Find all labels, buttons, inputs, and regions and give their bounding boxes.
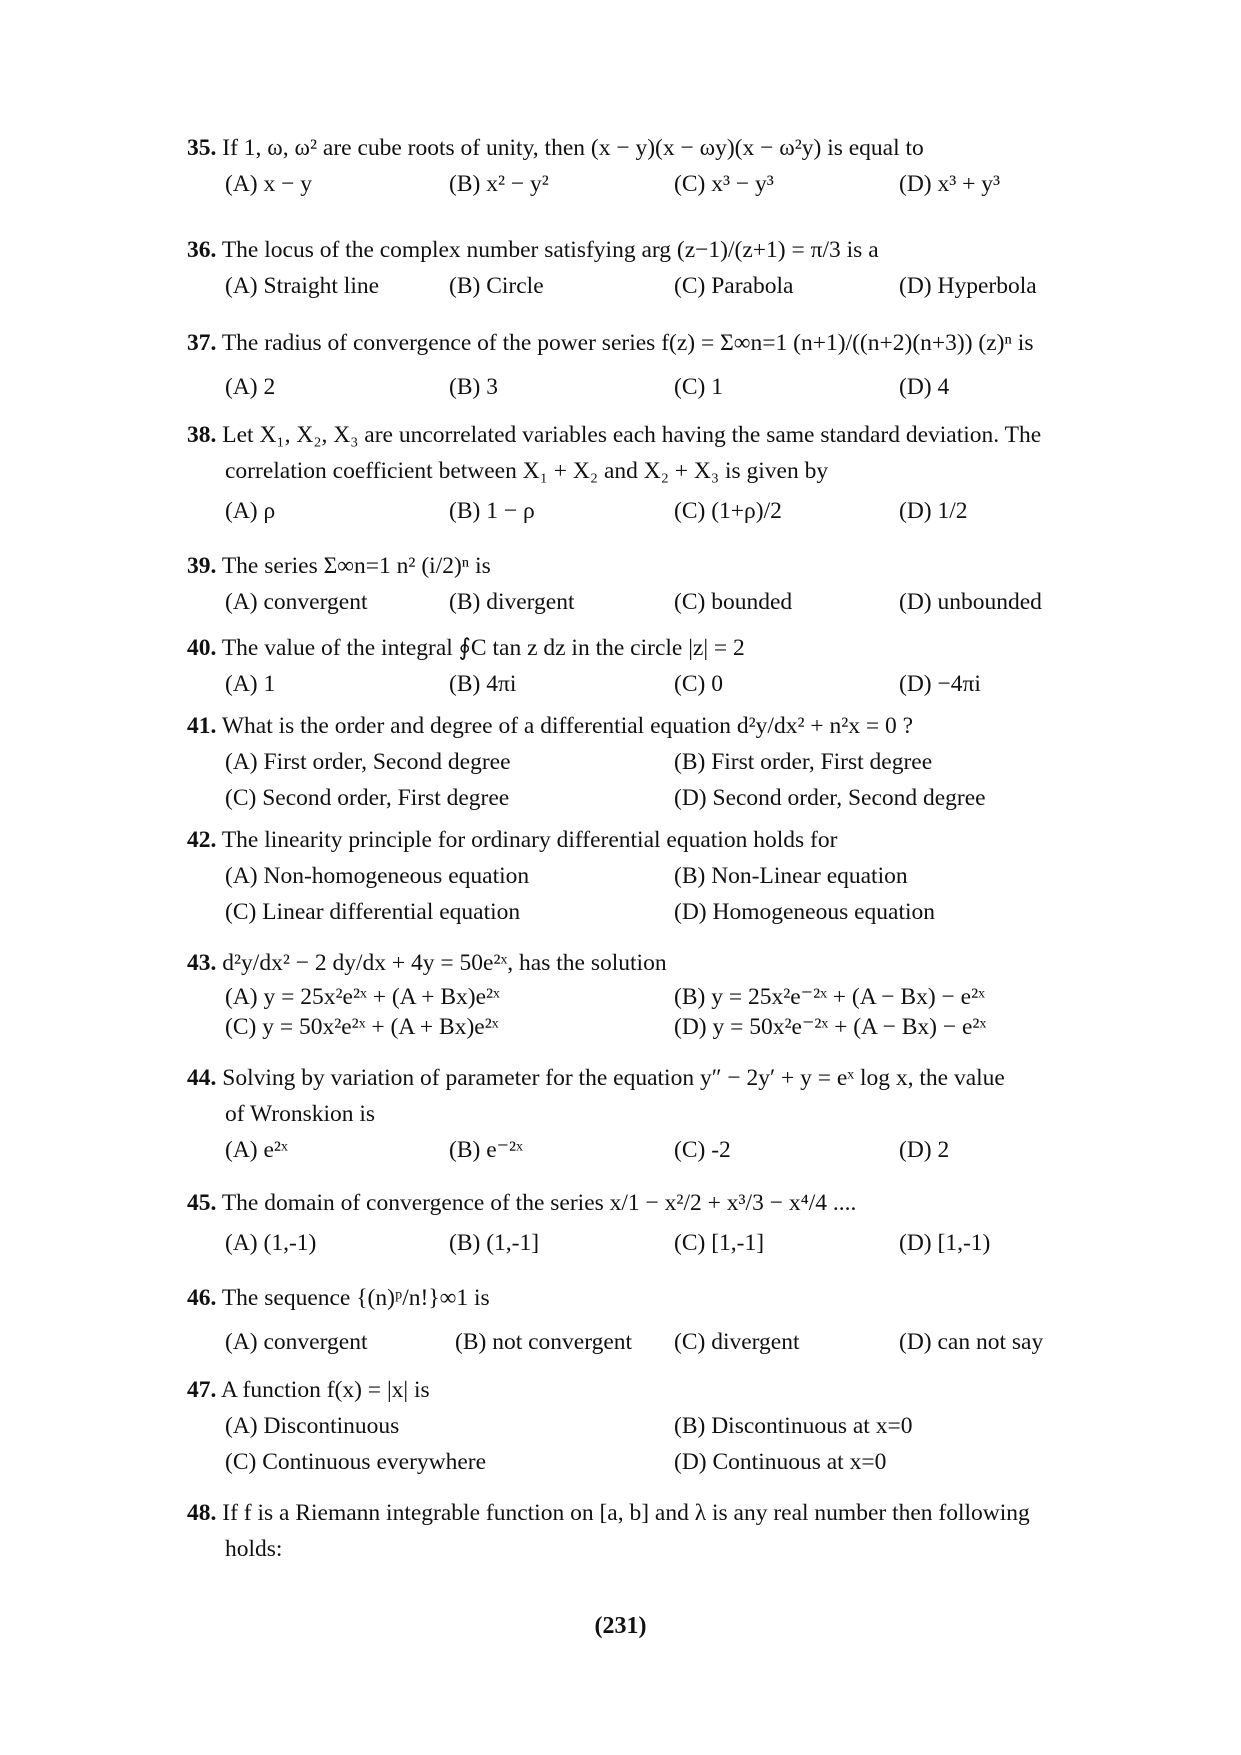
question-38 [187, 417, 1087, 529]
option-b: (B) 1 − ρ [449, 498, 535, 524]
options [187, 858, 1087, 894]
option-c: (C) [1,-1] [674, 1230, 765, 1256]
option-a: (A) Non-homogeneous equation [225, 863, 530, 889]
question-stem-continued: of Wronskion is [225, 1101, 376, 1127]
question-stem: If f is a Riemann integrable function on [a, b] and λ is any real number then following [222, 1500, 1030, 1526]
question-number: 47. [187, 1377, 217, 1403]
options [187, 1408, 1087, 1444]
option-b: (B) Discontinuous at x=0 [674, 1413, 913, 1439]
option-b: (B) 3 [449, 374, 498, 400]
question-number: 39. [187, 553, 217, 579]
question-35 [187, 130, 1087, 202]
question-46 [187, 1280, 1087, 1360]
options [187, 1444, 1087, 1480]
options [187, 1225, 1087, 1261]
option-c: (C) Parabola [674, 273, 794, 299]
option-a: (A) convergent [225, 589, 368, 615]
option-b: (B) First order, First degree [674, 749, 933, 775]
options [187, 1132, 1087, 1168]
question-stem: The sequence {(n)ᵖ/n!}∞1 is [221, 1285, 490, 1311]
option-d: (D) Second order, Second degree [674, 785, 986, 811]
option-b: (B) (1,-1] [449, 1230, 540, 1256]
question-36 [187, 232, 1087, 304]
option-a: (A) Discontinuous [225, 1413, 400, 1439]
question-number: 36. [187, 237, 217, 263]
question-stem: A function f(x) = |x| is [220, 1377, 430, 1403]
option-b: (B) divergent [449, 589, 575, 615]
option-d: (D) x³ + y³ [899, 171, 1001, 197]
question-stem: The value of the integral ∮C tan z dz in the circle |z| = 2 [221, 635, 745, 661]
question-45 [187, 1185, 1087, 1261]
question-stem: The radius of convergence of the power series f(z) = Σ∞n=1 (n+1)/((n+2)(n+3)) (z)ⁿ is [221, 330, 1034, 356]
question-number: 46. [187, 1285, 217, 1311]
question-number: 45. [187, 1190, 217, 1216]
question-40 [187, 630, 1087, 702]
option-d: (D) can not say [899, 1329, 1044, 1355]
question-number: 48. [187, 1500, 217, 1526]
question-number: 38. [187, 422, 217, 448]
option-a: (A) (1,-1) [225, 1230, 317, 1256]
option-b: (B) not convergent [455, 1329, 633, 1355]
options [187, 982, 1087, 1012]
question-number: 41. [187, 713, 217, 739]
option-d: (D) unbounded [899, 589, 1042, 615]
question-stem: The domain of convergence of the series x/1 − x²/2 + x³/3 − x⁴/4 .... [221, 1190, 857, 1216]
option-b: (B) x² − y² [449, 171, 549, 197]
question-44 [187, 1060, 1087, 1168]
question-stem: What is the order and degree of a differential equation d²y/dx² + n²x = 0 ? [221, 713, 914, 739]
option-c: (C) y = 50x²e²ˣ + (A + Bx)e²ˣ [225, 1014, 499, 1040]
option-d: (D) y = 50x²e⁻²ˣ + (A − Bx) − e²ˣ [674, 1014, 987, 1040]
option-d: (D) Homogeneous equation [674, 899, 936, 925]
options [187, 1324, 1087, 1360]
option-d: (D) 2 [899, 1137, 950, 1163]
question-stem: Solving by variation of parameter for the equation y″ − 2y′ + y = eˣ log x, the value [222, 1065, 1005, 1091]
option-a: (A) y = 25x²e²ˣ + (A + Bx)e²ˣ [225, 984, 500, 1010]
question-number: 35. [187, 135, 217, 161]
question-47 [187, 1372, 1087, 1480]
question-stem: Let X₁, X₂, X₃ are uncorrelated variables each having the same standard deviation. The [222, 422, 1042, 448]
option-b: (B) 4πi [449, 671, 517, 697]
options [187, 1012, 1087, 1042]
options [187, 493, 1087, 529]
options [187, 166, 1087, 202]
option-c: (C) -2 [674, 1137, 731, 1163]
option-a: (A) First order, Second degree [225, 749, 511, 775]
question-number: 44. [187, 1065, 217, 1091]
options [187, 369, 1087, 405]
question-39 [187, 548, 1087, 620]
options [187, 666, 1087, 702]
option-a: (A) convergent [225, 1329, 368, 1355]
question-stem: The series Σ∞n=1 n² (i/2)ⁿ is [221, 553, 491, 579]
option-c: (C) x³ − y³ [674, 171, 774, 197]
option-a: (A) 2 [225, 374, 276, 400]
option-d: (D) [1,-1) [899, 1230, 991, 1256]
question-37 [187, 325, 1087, 405]
option-b: (B) Circle [449, 273, 544, 299]
option-c: (C) 1 [674, 374, 723, 400]
option-a: (A) ρ [225, 498, 276, 524]
question-48 [187, 1495, 1087, 1567]
option-c: (C) Second order, First degree [225, 785, 510, 811]
question-number: 43. [187, 950, 217, 976]
question-number: 42. [187, 827, 217, 853]
question-42 [187, 822, 1087, 930]
option-c: (C) Linear differential equation [225, 899, 521, 925]
question-stem-continued: holds: [225, 1536, 283, 1562]
question-stem: The linearity principle for ordinary differential equation holds for [221, 827, 838, 853]
option-b: (B) e⁻²ˣ [449, 1137, 523, 1163]
question-stem: If 1, ω, ω² are cube roots of unity, then (x − y)(x − ωy)(x − ω²y) is equal to [222, 135, 924, 161]
option-d: (D) Continuous at x=0 [674, 1449, 887, 1475]
option-a: (A) 1 [225, 671, 276, 697]
options [187, 894, 1087, 930]
options [187, 780, 1087, 816]
option-b: (B) y = 25x²e⁻²ˣ + (A − Bx) − e²ˣ [674, 984, 985, 1010]
options [187, 584, 1087, 620]
option-d: (D) −4πi [899, 671, 981, 697]
question-stem-continued: correlation coefficient between X₁ + X₂ and X₂ + X₃ is given by [225, 458, 829, 484]
question-number: 40. [187, 635, 217, 661]
option-d: (D) 1/2 [899, 498, 968, 524]
option-d: (D) Hyperbola [899, 273, 1037, 299]
option-a: (A) e²ˣ [225, 1137, 288, 1163]
option-c: (C) divergent [674, 1329, 800, 1355]
option-d: (D) 4 [899, 374, 950, 400]
option-a: (A) x − y [225, 171, 313, 197]
option-b: (B) Non-Linear equation [674, 863, 908, 889]
question-stem: The locus of the complex number satisfying arg (z−1)/(z+1) = π/3 is a [221, 237, 879, 263]
question-number: 37. [187, 330, 217, 356]
question-41 [187, 708, 1087, 816]
option-a: (A) Straight line [225, 273, 380, 299]
options [187, 268, 1087, 304]
page-number: (231) [594, 1613, 647, 1639]
option-c: (C) (1+ρ)/2 [674, 498, 782, 524]
option-c: (C) bounded [674, 589, 793, 615]
option-c: (C) Continuous everywhere [225, 1449, 487, 1475]
question-43 [187, 948, 1087, 1042]
option-c: (C) 0 [674, 671, 723, 697]
options [187, 744, 1087, 780]
question-stem: d²y/dx² − 2 dy/dx + 4y = 50e²ˣ, has the solution [222, 950, 667, 976]
